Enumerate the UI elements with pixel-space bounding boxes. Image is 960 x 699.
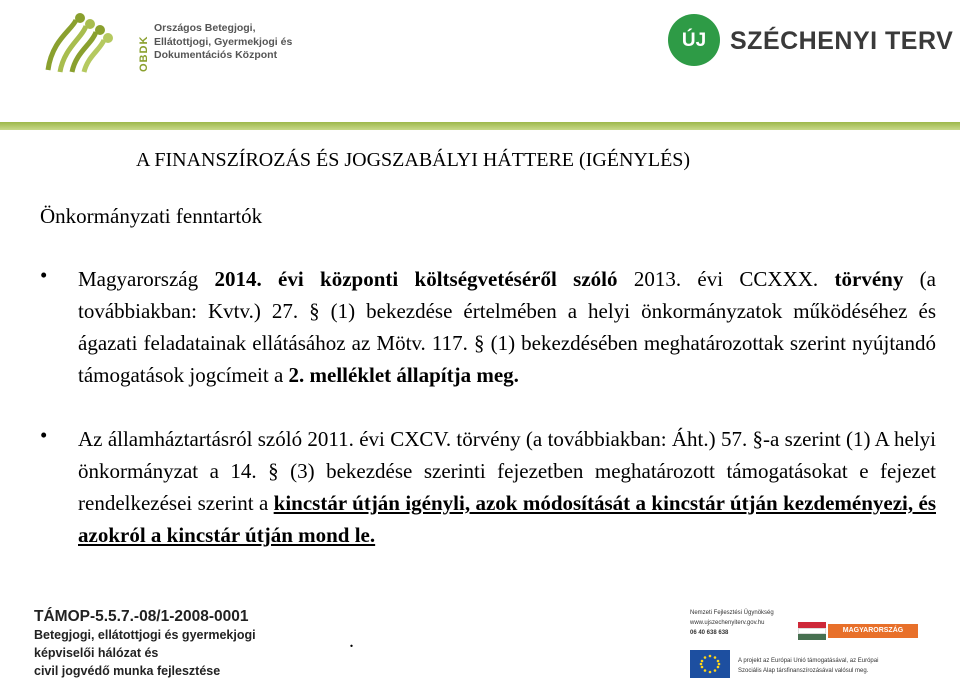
- obdk-name: [154, 22, 292, 63]
- szt-name: SZÉCHENYI TERV: [730, 27, 954, 55]
- project-line: képviselői hálózat és: [34, 646, 159, 660]
- agency-phone: 06 40 638 638: [690, 630, 729, 636]
- obdk-figures-icon: [42, 10, 132, 80]
- obdk-side-label: OBDK: [138, 35, 150, 72]
- bullet-icon: •: [40, 263, 48, 287]
- agency-url: www.ujszechenyiterv.gov.hu: [690, 620, 765, 626]
- obdk-line: Országos Betegjogi,: [154, 22, 256, 34]
- hungarian-flag-icon: [798, 622, 826, 640]
- footer-project-info: [34, 608, 256, 680]
- eu-stars-icon: [690, 650, 730, 678]
- szt-badge: ÚJ: [681, 30, 707, 51]
- text-run-bold: 2. melléklet állapítja meg.: [288, 363, 519, 387]
- project-line: Betegjogi, ellátottjogi és gyermekjogi: [34, 628, 256, 642]
- text-run: Magyarország: [78, 267, 215, 291]
- obdk-logo: [42, 10, 293, 80]
- list-item: [78, 423, 936, 551]
- eu-flag-icon: [690, 650, 730, 678]
- footer-funding-logos: [690, 606, 952, 694]
- obdk-line: Ellátottjogi, Gyermekjogi és: [154, 35, 293, 48]
- header-divider: [0, 122, 960, 130]
- text-run: 2013. évi CCXXX.: [617, 267, 835, 291]
- text-run: (a továbbiakban: Kvtv.) 27. § (1) bekezdése értelmében a helyi önkormányzatok működéséhez és ágazati feladatainak ellátásához az Mötv. 117. § (1) bekezdésében meghatározottak szerint nyújtandó támogatások jogcímeit a: [78, 267, 936, 387]
- text-run: Az államháztartásról szóló 2011. évi CXCV. törvény (a továbbiakban: Áht.) 57. §-a szerint (1) A helyi önkormányzat a 14. § (3) bekezdése szerinti fejezetben meghatározott támogatásokat e fejezet rendelkezései szerint a: [78, 427, 936, 515]
- text-run-bold: 2014. évi központi költségvetéséről szóló: [214, 267, 618, 291]
- section-subtitle: Önkormányzati fenntartók: [40, 204, 263, 228]
- eu-funding-text: A projekt az Európai Unió támogatásával, az Európai: [738, 658, 879, 664]
- page-title: A FINANSZÍROZÁS ÉS JOGSZABÁLYI HÁTTERE (IGÉNYLÉS): [136, 149, 691, 171]
- list-item: [78, 263, 936, 391]
- project-code: TÁMOP-5.5.7.-08/1-2008-0001: [34, 608, 249, 625]
- text-run-bold: törvény: [834, 267, 904, 291]
- obdk-line: Dokumentációs Központ: [154, 49, 278, 61]
- agency-name: Nemzeti Fejlesztési Ügynökség: [690, 610, 774, 616]
- text-run-underlined: kincstár útján igényli, azok módosítását a kincstár útján kezdeményezi, és azokról a kincstár útján mond le.: [78, 491, 936, 547]
- magyarorszag-megujul-badge: MAGYARORSZÁG MEGÚJUL: [828, 624, 918, 638]
- footer-dot: .: [349, 630, 354, 652]
- bullet-icon: •: [40, 423, 48, 447]
- szechenyi-terv-logo: [668, 10, 954, 72]
- project-line: civil jogvédő munka fejlesztése: [34, 664, 221, 678]
- eu-funding-text: Szociális Alap társfinanszírozásával valósul meg.: [738, 668, 869, 674]
